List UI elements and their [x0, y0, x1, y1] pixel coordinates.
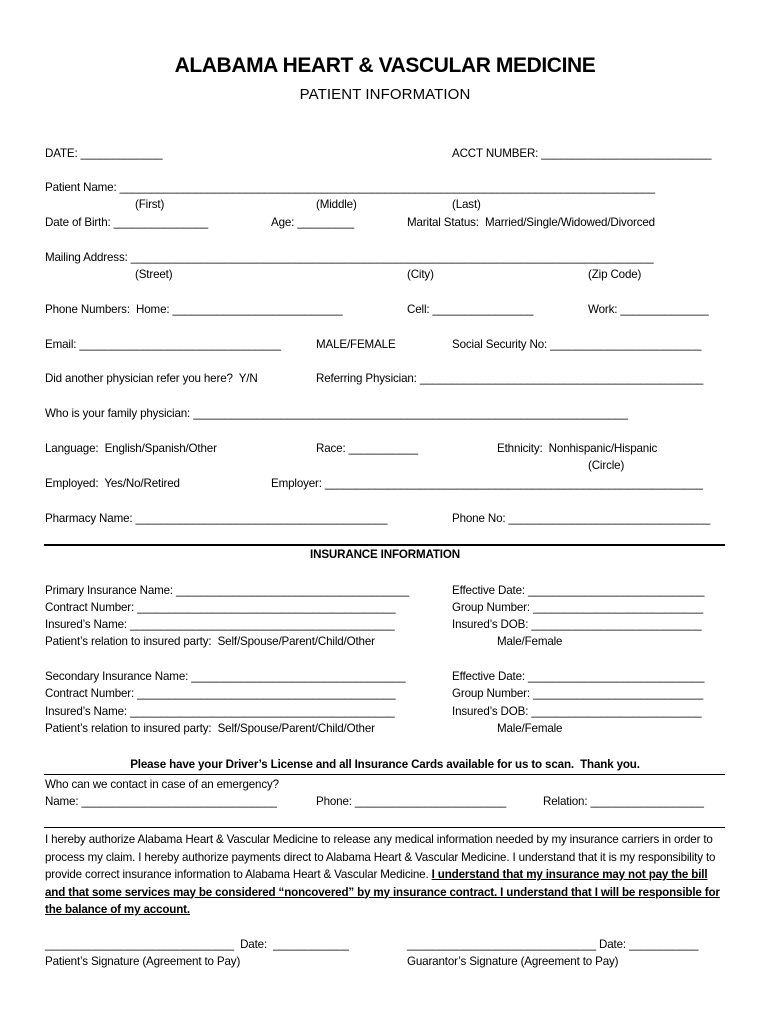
- primary-group-number-field[interactable]: Group Number: ___________________________: [452, 601, 704, 614]
- date-of-birth-field[interactable]: Date of Birth: _______________: [45, 216, 209, 229]
- age-field[interactable]: Age: _________: [271, 216, 355, 229]
- emergency-phone-field[interactable]: Phone: ________________________: [316, 795, 507, 808]
- authorization-paragraph: [45, 831, 729, 919]
- authorization-text: I hereby authorize Alabama Heart & Vascular Medicine to release any medical information needed by my insurance carriers in order to process my claim. I hereby authorize payments direct to Alabama Heart & Vascular Medicine. I understand that it is my responsibility to provide correct insurance information to Alabama Heart & Vascular Medicine.: [45, 833, 716, 881]
- guarantor-signature-label: Guarantor’s Signature (Agreement to Pay): [407, 955, 619, 968]
- primary-effective-date-field[interactable]: Effective Date: ____________________________: [452, 584, 705, 597]
- street-caption: (Street): [135, 268, 173, 281]
- ethnicity-choice[interactable]: Ethnicity: Nonhispanic/Hispanic: [497, 442, 658, 455]
- ssn-field[interactable]: Social Security No: ________________________: [452, 338, 702, 351]
- marital-status-field[interactable]: Marital Status: Married/Single/Widowed/Divorced: [407, 216, 655, 229]
- insurance-heading: INSURANCE INFORMATION: [310, 548, 460, 561]
- pharmacy-phone-field[interactable]: Phone No: ________________________________: [452, 512, 711, 525]
- language-choice[interactable]: Language: English/Spanish/Other: [45, 442, 217, 455]
- form-title: ALABAMA HEART & VASCULAR MEDICINE: [174, 54, 596, 77]
- cell-phone-field[interactable]: Cell: ________________: [407, 303, 534, 316]
- middle-name-caption: (Middle): [316, 198, 357, 211]
- home-phone-field[interactable]: Phone Numbers: Home: ___________________________: [45, 303, 343, 316]
- acct-number-field[interactable]: ACCT NUMBER: ___________________________: [452, 147, 712, 160]
- primary-insured-dob-field[interactable]: Insured’s DOB: ___________________________: [452, 618, 702, 631]
- notice-divider: [44, 774, 725, 775]
- secondary-insured-name-field[interactable]: Insured’s Name: __________________________________________: [45, 705, 395, 718]
- emergency-name-field[interactable]: Name: _______________________________: [45, 795, 277, 808]
- sex-choice[interactable]: MALE/FEMALE: [316, 338, 396, 351]
- secondary-relation-choice[interactable]: Patient’s relation to insured party: Self/Spouse/Parent/Child/Other: [45, 722, 375, 735]
- guarantor-signature-line[interactable]: ______________________________ Date: ___________: [407, 938, 699, 951]
- form-subtitle: PATIENT INFORMATION: [299, 86, 471, 103]
- patient-signature-line[interactable]: ______________________________ Date: ____________: [45, 938, 349, 951]
- primary-contract-number-field[interactable]: Contract Number: _________________________________________: [45, 601, 396, 614]
- secondary-insured-dob-field[interactable]: Insured’s DOB: ___________________________: [452, 705, 702, 718]
- pharmacy-name-field[interactable]: Pharmacy Name: ________________________________________: [45, 512, 388, 525]
- referral-question[interactable]: Did another physician refer you here? Y/N: [45, 372, 258, 385]
- secondary-insured-sex-choice[interactable]: Male/Female: [497, 722, 563, 735]
- primary-insurance-name-field[interactable]: Primary Insurance Name: _____________________________________: [45, 584, 410, 597]
- emergency-relation-field[interactable]: Relation: __________________: [543, 795, 704, 808]
- referring-physician-field[interactable]: Referring Physician: _____________________________________________: [316, 372, 704, 385]
- work-phone-field[interactable]: Work: ______________: [588, 303, 709, 316]
- patient-signature-label: Patient’s Signature (Agreement to Pay): [45, 955, 241, 968]
- authorization-divider: [44, 827, 725, 828]
- zip-code-caption: (Zip Code): [588, 268, 642, 281]
- mailing-address-field[interactable]: Mailing Address: ___________________________________________________________________________________: [45, 251, 654, 264]
- email-field[interactable]: Email: ________________________________: [45, 338, 281, 351]
- city-caption: (City): [407, 268, 434, 281]
- primary-relation-choice[interactable]: Patient’s relation to insured party: Self/Spouse/Parent/Child/Other: [45, 635, 375, 648]
- section-divider: [44, 544, 725, 546]
- date-field[interactable]: DATE: _____________: [45, 147, 163, 160]
- first-name-caption: (First): [135, 198, 165, 211]
- patient-name-field[interactable]: Patient Name: _____________________________________________________________________________________: [45, 181, 655, 194]
- secondary-contract-number-field[interactable]: Contract Number: _________________________________________: [45, 687, 396, 700]
- emergency-question: Who can we contact in case of an emergency?: [45, 778, 279, 791]
- authorization-bold-text: I understand that my insurance may not pay the bill and that some services may be considered “noncovered” by my insurance contract. I understand that I will be responsible for the balance of my account.: [45, 868, 720, 916]
- employer-field[interactable]: Employer: ____________________________________________________________: [271, 477, 703, 490]
- circle-caption: (Circle): [588, 459, 625, 472]
- secondary-effective-date-field[interactable]: Effective Date: ____________________________: [452, 670, 705, 683]
- family-physician-field[interactable]: Who is your family physician: _____________________________________________________________________: [45, 407, 628, 420]
- primary-insured-name-field[interactable]: Insured’s Name: __________________________________________: [45, 618, 395, 631]
- scan-notice: Please have your Driver’s License and all Insurance Cards available for us to scan. Thank you.: [130, 758, 640, 771]
- primary-insured-sex-choice[interactable]: Male/Female: [497, 635, 563, 648]
- secondary-group-number-field[interactable]: Group Number: ___________________________: [452, 687, 704, 700]
- secondary-insurance-name-field[interactable]: Secondary Insurance Name: __________________________________: [45, 670, 406, 683]
- last-name-caption: (Last): [452, 198, 481, 211]
- employment-choice[interactable]: Employed: Yes/No/Retired: [45, 477, 180, 490]
- race-field[interactable]: Race: ___________: [316, 442, 418, 455]
